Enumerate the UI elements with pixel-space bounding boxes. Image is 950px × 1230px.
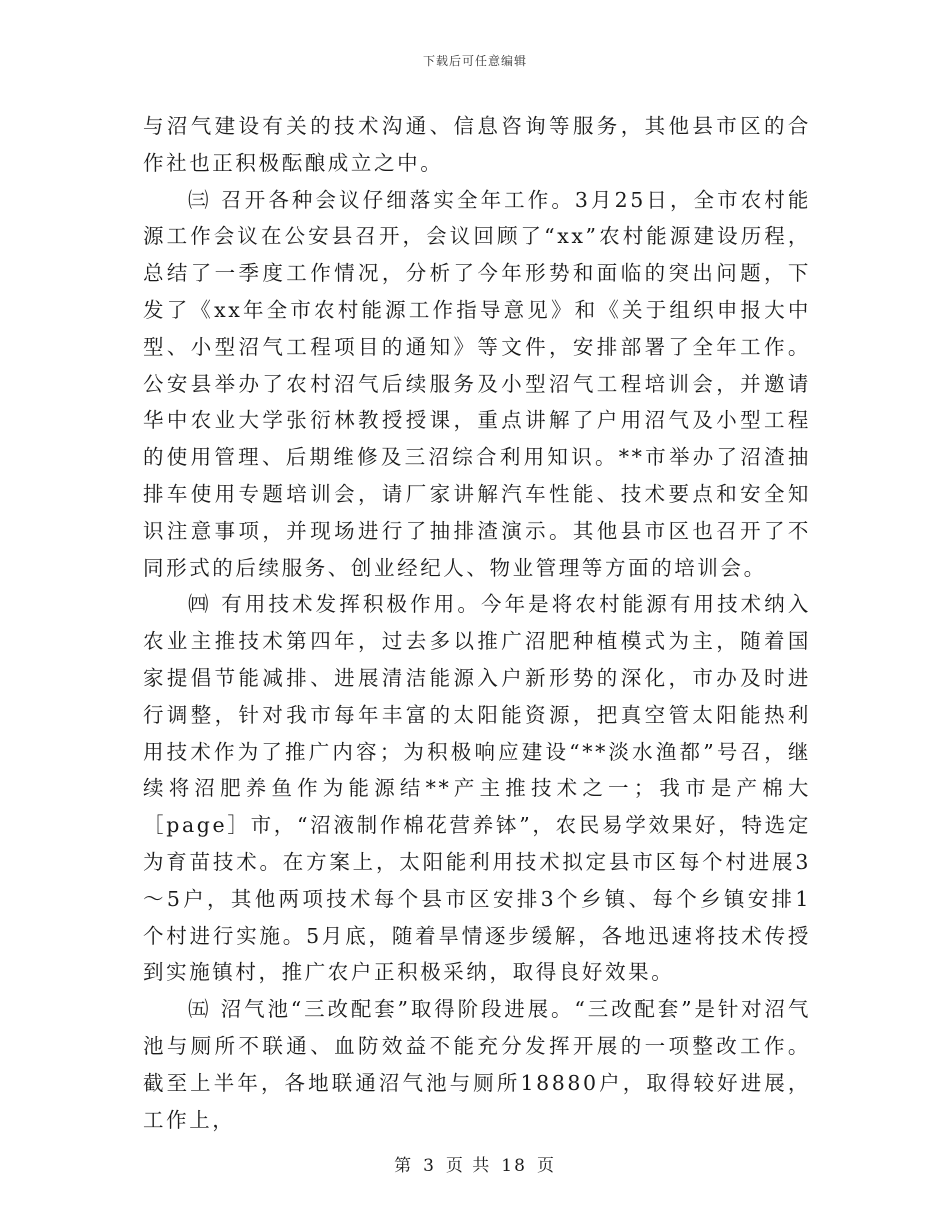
document-body [143,108,811,1138]
footer-total-pages: 18 [501,1156,527,1176]
paragraph-3: ㈣ 有用技术发挥积极作用。今年是将农村能源有用技术纳入农业主推技术第四年，过去多以推广沼肥种植模式为主，随着国家提倡节能减排、进展清洁能源入户新形势的深化，市办及时进行调整，针对我市每年丰富的太阳能资源，把真空管太阳能热利用技术作为了推广内容；为积极响应建设“**淡水渔都”号召，继续将沼肥养鱼作为能源结**产主推技术之一；我市是产棉大［page］市，“沼液制作棉花营养钵”，农民易学效果好，特选定为育苗技术。在方案上，太阳能利用技术拟定县市区每个村进展3～5户，其他两项技术每个县市区安排3个乡镇、每个乡镇安排1个村进行实施。5月底，随着旱情逐步缓解，各地迅速将技术传授到实施镇村，推广农户正积极采纳，取得良好效果。 [143,592,811,985]
page-footer [0,1155,950,1177]
paragraph-2: ㈢ 召开各种会议仔细落实全年工作。3月25日，全市农村能源工作会议在公安县召开，会议回顾了“xx”农村能源建设历程，总结了一季度工作情况，分析了今年形势和面临的突出问题，下发了《xx年全市农村能源工作指导意见》和《关于组织申报大中型、小型沼气工程项目的通知》等文件，安排部署了全年工作。公安县举办了农村沼气后续服务及小型沼气工程培训会，并邀请华中农业大学张衍林教授授课，重点讲解了户用沼气及小型工程的使用管理、后期维修及三沼综合利用知识。**市举办了沼渣抽排车使用专题培训会，请厂家讲解汽车性能、技术要点和安全知识注意事项，并现场进行了抽排渣演示。其他县市区也召开了不同形式的后续服务、创业经纪人、物业管理等方面的培训会。 [143,187,811,580]
footer-prefix: 第 [394,1156,414,1176]
page-header [0,53,950,69]
paragraph-4: ㈤ 沼气池“三改配套”取得阶段进展。“三改配套”是针对沼气池与厕所不联通、血防效益不能充分发挥开展的一项整改工作。截至上半年，各地联通沼气池与厕所18880户，取得较好进展，工作上， [143,997,811,1132]
footer-current-page: 3 [423,1156,436,1176]
footer-middle: 页 共 [445,1156,492,1176]
paragraph-1: 与沼气建设有关的技术沟通、信息咨询等服务，其他县市区的合作社也正积极酝酿成立之中。 [143,114,811,175]
header-note: 下载后可任意编辑 [422,54,527,68]
footer-suffix: 页 [536,1156,556,1176]
